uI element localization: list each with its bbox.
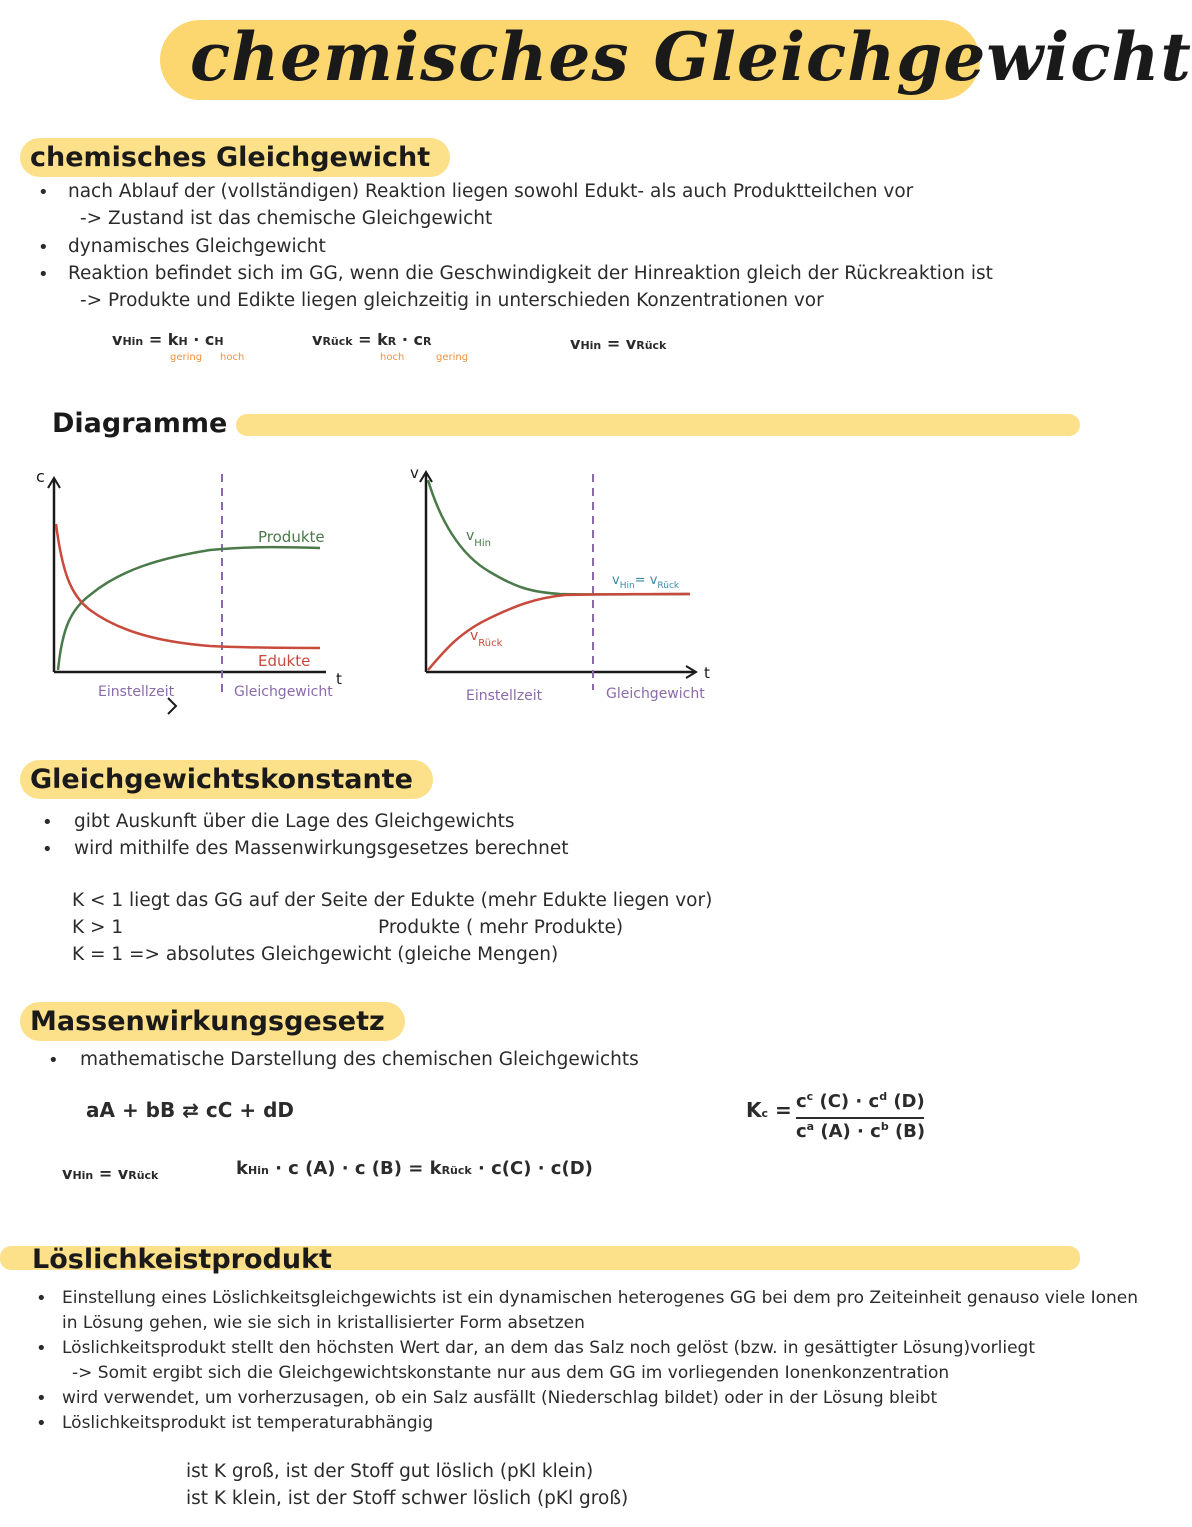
kc-denominator: $c^a$ $(A) \cdot c^b$ (B) [796,1120,926,1142]
x-axis-label: t [336,670,342,688]
curve-vrueck [428,594,690,670]
text-line: Produkte ( mehr Produkte) [378,917,624,938]
text-line: dynamisches Gleichgewicht [68,236,326,257]
text-line: K = 1 => absolutes Gleichgewicht (gleiche Mengen) [72,944,559,965]
text-line: mathematische Darstellung des chemischen Gleichgewichts [80,1049,639,1070]
text-line: ist K klein, ist der Stoff schwer löslich (pKl groß) [186,1488,629,1509]
label-equilibrium: $v_{Hin}= v_{Rück}$ [612,573,680,591]
text-line: -> Zustand ist das chemische Gleichgewicht [80,208,493,229]
kc-label: Kc = [746,1098,792,1122]
bullet-dot: • [42,812,53,833]
section-heading-loeslichkeit: Löslichkeistprodukt [32,1244,332,1275]
note-hoch: hoch [220,352,245,363]
section-heading-konstante: Gleichgewichtskonstante [20,760,433,799]
x-axis-label: t [704,664,710,682]
note-gering: gering [170,352,203,363]
fraction-bar [796,1117,924,1119]
formula-vrueck: vRück = kR · cR [312,330,432,349]
page-title-block [160,8,1192,108]
text-line: -> Somit ergibt sich die Gleichgewichtskonstante nur aus dem GG im vorliegenden Ionenkonzentration [72,1363,950,1383]
y-axis-label: c [36,467,45,486]
text-line: K < 1 liegt das GG auf der Seite der Edukte (mehr Edukte liegen vor) [72,890,713,911]
note-hoch: hoch [380,352,405,363]
y-axis-label: v [410,464,419,482]
text-line: ist K groß, ist der Stoff gut löslich (pKl klein) [186,1461,594,1482]
text-line: Löslichkeitsprodukt stellt den höchsten Wert dar, an dem das Salz noch gelöst (bzw. in gesättigter Lösung)vorliegt [62,1338,1035,1358]
bullet-dot: • [36,1288,47,1309]
text-line: gibt Auskunft über die Lage des Gleichgewichts [74,811,515,832]
section-heading-diagramme: Diagramme [52,408,228,439]
page-title: chemisches Gleichgewicht [190,18,1192,96]
chart-concentration [30,460,360,720]
note-gering: gering [436,352,469,363]
formula-rate-equality: vHin = vRück [62,1164,159,1183]
text-line: Löslichkeitsprodukt ist temperaturabhängig [62,1413,434,1433]
label-produkte: Produkte [258,528,325,546]
text-line: nach Ablauf der (vollständigen) Reaktion liegen sowohl Edukt- als auch Produktteilchen vor [68,181,914,202]
formula-equilibrium: vHin = vRück [570,334,667,353]
label-edukte: Edukte [258,652,311,670]
section-heading-mwg: Massenwirkungsgesetz [20,1002,405,1041]
kc-numerator: $c^c$ $(C) \cdot c^d$ (D) [796,1090,925,1112]
text-line: K > 1 [72,917,124,938]
bullet-dot: • [38,182,49,203]
bullet-dot: • [38,264,49,285]
bullet-dot: • [48,1050,59,1071]
arrow-mark [168,698,176,714]
text-line: Reaktion befindet sich im GG, wenn die Geschwindigkeit der Hinreaktion gleich der Rückreaktion ist [68,263,993,284]
reaction-equation: aA + bB ⇄ cC + dD [86,1098,295,1122]
section-heading-gleichgewicht: chemisches Gleichgewicht [20,138,450,177]
heading-highlight-bar [236,414,1080,436]
text-line: wird mithilfe des Massenwirkungsgesetzes berechnet [74,838,569,859]
label-vrueck: $v_{Rück}$ [470,628,503,649]
label-einstellzeit: Einstellzeit [98,684,175,700]
formula-rate-expansion: kHin · c (A) · c (B) = kRück · c(C) · c(D) [236,1158,593,1179]
label-einstellzeit: Einstellzeit [466,688,543,704]
bullet-dot: • [36,1338,47,1359]
bullet-dot: • [42,839,53,860]
text-line: in Lösung gehen, wie sie sich in kristallisierter Form absetzen [62,1313,585,1333]
text-line: -> Produkte und Edikte liegen gleichzeitig in unterschieden Konzentrationen vor [80,290,824,311]
label-vhin: $v_{Hin}$ [466,528,491,549]
label-gleichgewicht: Gleichgewicht [234,684,333,700]
bullet-dot: • [36,1388,47,1409]
bullet-dot: • [36,1413,47,1434]
label-gleichgewicht: Gleichgewicht [606,686,705,702]
text-line: Einstellung eines Löslichkeitsgleichgewichts ist ein dynamischen heterogenes GG bei dem pro Zeiteinheit genauso viele Ionen [62,1288,1138,1308]
chart-velocity [400,460,730,720]
bullet-dot: • [38,237,49,258]
text-line: wird verwendet, um vorherzusagen, ob ein Salz ausfällt (Niederschlag bildet) oder in der Lösung bleibt [62,1388,938,1408]
formula-vhin: vHin = kH · cH [112,330,224,349]
